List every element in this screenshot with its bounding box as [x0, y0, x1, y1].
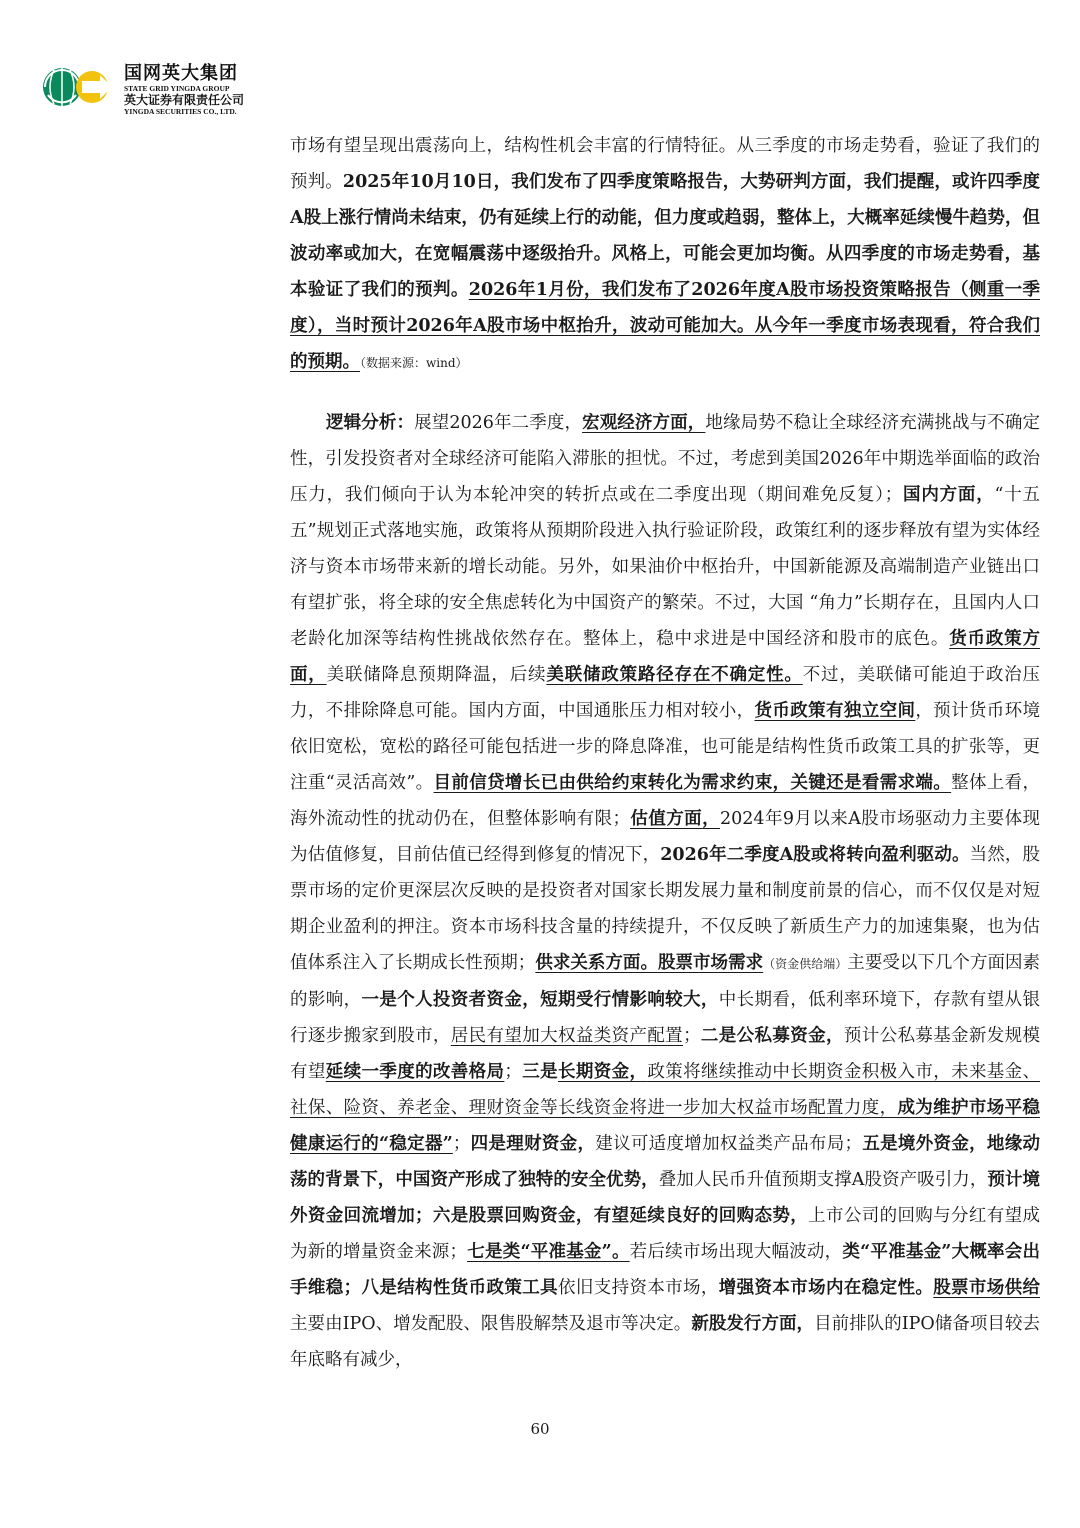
text-run: 长期资金，	[558, 1062, 648, 1082]
text-run: 股票市场供给	[933, 1278, 1041, 1298]
text-run: 若后续市场出现大幅波动，	[629, 1242, 843, 1262]
text-run: 国内方面，	[902, 485, 995, 505]
text-run: 美联储降息预期降温，后续	[326, 665, 547, 685]
company-name-cn: 英大证券有限责任公司	[124, 93, 245, 107]
report-body	[290, 128, 1040, 1378]
text-run: 一是个人投资者资金，短期受行情影响较大，	[361, 990, 719, 1010]
text-run: ；	[683, 1026, 701, 1046]
group-name-en: STATE GRID YINGDA GROUP	[124, 84, 230, 93]
text-run: 中长期看，低利率环境下，存款有望从银行逐步搬家到股市，	[290, 990, 1041, 1046]
text-run: 2026年1月份，我们发布了2026年度A股市场投资策略报告（侧重一季度），当时预计2026年A股市场中枢抬升，波动可能加大。从今年一季度市场表现看，符合我们的预期。	[290, 280, 1041, 372]
text-run: 二是公私募资金，	[700, 1026, 844, 1046]
text-run: 当然，股票市场的定价更深层次反映的是投资者对国家长期发展力量和制度前景的信心，而不仅仅是对短期企业盈利的押注。资本市场科技含量的持续提升，不仅反映了新质生产力的加速集聚，也为估值体系注入了长期成长性预期；	[290, 845, 1040, 973]
text-run: 四是理财资金，	[470, 1134, 596, 1154]
text-run: （资金供给端）	[763, 957, 848, 971]
text-run: 预计公私募基金新发规模有望	[290, 1026, 1041, 1082]
text-run: 展望2026年二季度，	[414, 413, 583, 433]
text-run: “十五五”规划正式落地实施，政策将从预期阶段进入执行验证阶段，政策红利的逐步释放有望为实体经济与资本市场带来新的增长动能。另外，如果油价中枢抬升，中国新能源及高端制造产业链出口有望扩张，将全球的安全焦虑转化为中国资产的繁荣。不过，大国 “角力”长期存在，且国内人口老龄化加深等结构性挑战依然存在。整体上，稳中求进是中国经济和股市的底色。	[290, 485, 1041, 649]
text-run: 成为维护市场平稳健康运行的“稳定器”	[290, 1098, 1040, 1154]
text-run: 新股发行方面，	[691, 1314, 815, 1334]
text-run: 增强资本市场内在稳定性。	[718, 1278, 934, 1298]
text-run: 建议可适度增加权益类产品布局；	[595, 1134, 863, 1154]
state-grid-yingda-logo-icon	[42, 64, 114, 110]
text-run: 货币政策方面，	[290, 629, 1040, 685]
text-run: 延续一季度的改善格局	[325, 1062, 505, 1082]
text-run: 居民有望加大权益类资产配置	[450, 1026, 684, 1046]
text-run: 地缘局势不稳让全球经济充满挑战与不确定性，引发投资者对全球经济可能陷入滞胀的担忧。不过，考虑到美国2026年中期选举面临的政治压力，我们倾向于认为本轮冲突的转折点或在二季度出现（期间难免反复）；	[290, 413, 1041, 505]
brand-block	[124, 64, 244, 116]
company-name-en: YINGDA SECURITIES CO., LTD.	[124, 107, 237, 116]
text-run: 2024年9月以来A股市场驱动力主要体现为估值修复，目前估值已经得到修复的情况下，	[290, 809, 1041, 865]
text-run: （数据来源：wind）	[360, 356, 468, 370]
text-run: 三是	[521, 1062, 559, 1082]
text-run: 2025年10月10日，我们发布了四季度策略报告，大势研判方面，我们提醒，或许四季度A股上涨行情尚未结束，仍有延续上行的动能，但力度或趋弱，整体上，大概率延续慢牛趋势，但波动率或加大，在宽幅震荡中逐级抬升。风格上，可能会更加均衡。从四季度的市场走势看，基本验证了我们的预判。	[290, 172, 1040, 300]
text-run: 货币政策有独立空间	[754, 701, 916, 721]
text-run: 整体上看，海外流动性的扰动仍在，但整体影响有限；	[290, 773, 1040, 829]
text-run: 预计境外资金回流增加；六是股票回购资金，有望延续良好的回购态势，	[290, 1170, 1041, 1226]
text-run: ；	[504, 1062, 522, 1082]
text-run: ，预计货币环境依旧宽松，宽松的路径可能包括进一步的降息降准，也可能是结构性货币政策工具的扩张等，更注重“灵活高效”。	[290, 701, 1041, 793]
market-review-paragraph	[290, 128, 1040, 381]
text-run: 上市公司的回购与分红有望成为新的增量资金来源；	[290, 1206, 1040, 1262]
text-run: 市场有望呈现出震荡向上，结构性机会丰富的行情特征。从三季度的市场走势看，验证了我们的预判。	[290, 136, 1040, 192]
text-run: 估值方面，	[630, 809, 721, 829]
text-run: 逻辑分析：	[326, 413, 415, 433]
text-run: 2026年二季度A股或将转向盈利驱动。	[660, 845, 970, 865]
text-run: 宏观经济方面，	[582, 413, 706, 433]
text-run: 依旧支持资本市场，	[558, 1278, 719, 1298]
text-run: 供求关系方面。	[535, 953, 658, 973]
text-run: ；	[452, 1134, 471, 1154]
text-run: 五是境外资金，地缘动荡的背景下，中国资产形成了独特的安全优势，	[290, 1134, 1041, 1190]
text-run: 不过，美联储可能迫于政治压力，不排除降息可能。国内方面，中国通胀压力相对较小，	[290, 665, 1040, 721]
text-run: 美联储政策路径存在不确定性。	[546, 665, 803, 685]
text-run: 叠加人民币升值预期支撑A股资产吸引力，	[658, 1170, 988, 1190]
text-run: 类“平准基金”大概率会出手维稳；八是结构性货币政策工具	[290, 1242, 1041, 1298]
group-name-cn: 国网英大集团	[124, 63, 238, 84]
text-run: 政策将继续推动中长期资金积极入市，未来基金、社保、险资、养老金、理财资金等长线资金将进一步加大权益市场配置力度，	[290, 1062, 1041, 1118]
text-run: 目前排队的IPO储备项目较去年底略有减少，	[290, 1314, 1040, 1370]
logic-analysis-paragraph	[290, 405, 1040, 1378]
page-number: 60	[530, 1420, 550, 1438]
text-run: 主要受以下几个方面因素的影响，	[290, 953, 1041, 1010]
text-run: 目前信贷增长已由供给约束转化为需求约束，关键还是看需求端。	[433, 773, 952, 793]
text-run: 股票市场需求	[657, 953, 764, 973]
text-run: 主要由IPO、增发配股、限售股解禁及退市等决定。	[290, 1314, 692, 1334]
text-run: 七是类“平准基金”。	[467, 1242, 630, 1262]
